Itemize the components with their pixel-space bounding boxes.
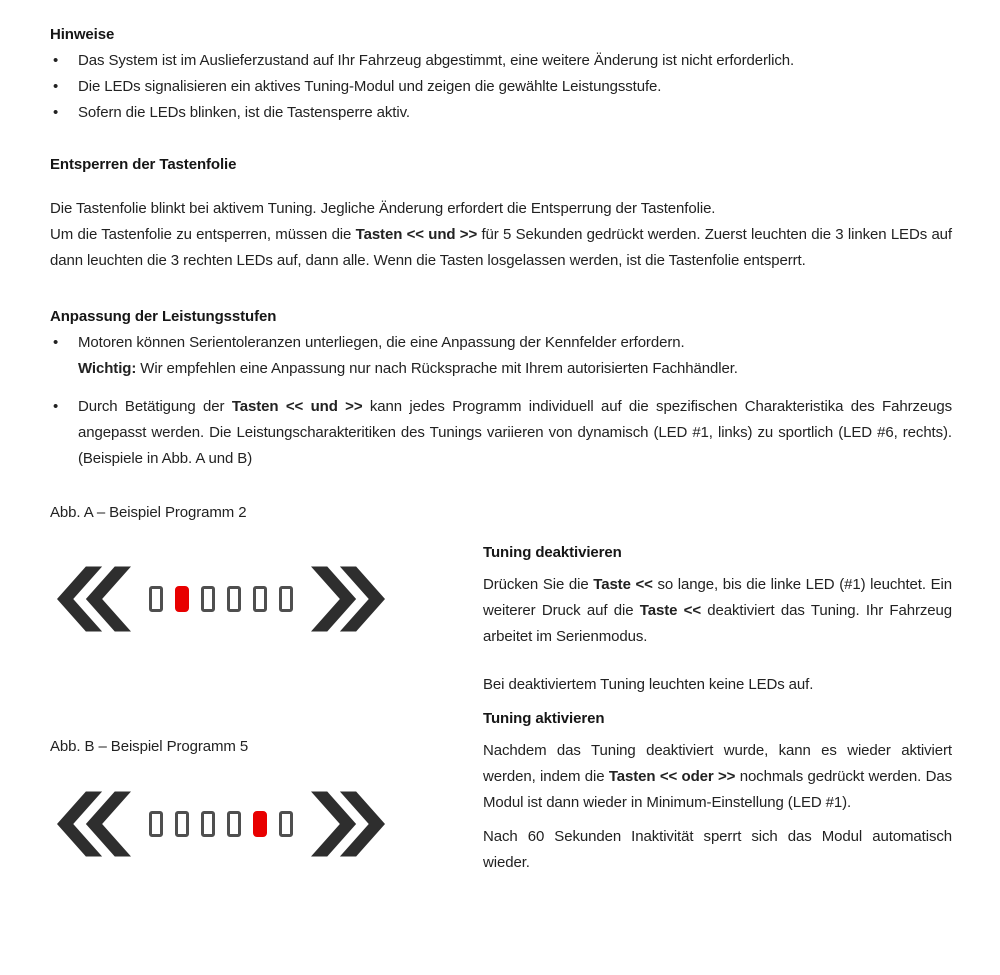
double-chevron-right-icon bbox=[311, 566, 385, 632]
led-inactive bbox=[279, 586, 293, 612]
text-run-bold: Taste << bbox=[593, 576, 653, 593]
aktivieren-note: Nach 60 Sekunden Inaktivität sperrt sich das Modul automatisch wieder. bbox=[483, 828, 952, 871]
led-inactive bbox=[253, 586, 267, 612]
led-inactive bbox=[201, 811, 215, 837]
hinweise-heading: Hinweise bbox=[50, 26, 115, 43]
anpassung-heading: Anpassung der Leistungsstufen bbox=[50, 308, 277, 325]
aktivieren-paragraph bbox=[483, 738, 952, 816]
text-run: Motoren können Serientoleranzen unterliegen, die eine Anpassung der Kennfelder erfordern. bbox=[78, 334, 685, 351]
text-run: nochmals gedrückt werden. Das Modul ist dann wieder in Minimum-Einstellung (LED #1). bbox=[483, 768, 952, 811]
bullet-item: • Sofern die LEDs blinken, ist die Tastensperre aktiv. bbox=[50, 100, 952, 126]
led-inactive bbox=[175, 811, 189, 837]
deaktivieren-paragraph bbox=[483, 572, 952, 650]
led-active bbox=[253, 811, 267, 837]
text-run-bold: Tasten << und >> bbox=[231, 398, 363, 415]
bullet-item: • Das System ist im Auslieferzustand auf Ihr Fahrzeug abgestimmt, eine weitere Änderung ist nicht erforderlich. bbox=[50, 48, 952, 74]
section-anpassung bbox=[50, 304, 952, 472]
text-run-bold: Taste << bbox=[639, 602, 701, 619]
entsperren-heading: Entsperren der Tastenfolie bbox=[50, 156, 237, 173]
figure-b-label: Abb. B – Beispiel Programm 5 bbox=[50, 738, 249, 755]
text-run: Durch Betätigung der bbox=[78, 398, 232, 415]
bullet-item bbox=[50, 330, 952, 382]
figures-column bbox=[50, 500, 483, 876]
led-inactive bbox=[227, 811, 241, 837]
text-run-bold: Tasten << und >> bbox=[355, 226, 478, 243]
bullet-item bbox=[50, 394, 952, 472]
led-inactive bbox=[227, 586, 241, 612]
text-run: deaktiviert das Tuning. Ihr Fahrzeug arbeitet im Serienmodus. bbox=[483, 602, 952, 645]
text-run: Um die Tastenfolie zu entsperren, müssen die bbox=[50, 226, 356, 243]
bullet-item: • Die LEDs signalisieren ein aktives Tuning-Modul und zeigen die gewählte Leistungsstufe. bbox=[50, 74, 952, 100]
anpassung-bullet-list bbox=[50, 330, 952, 472]
led-inactive bbox=[149, 811, 163, 837]
led-strip bbox=[149, 586, 293, 612]
deaktivieren-note: Bei deaktiviertem Tuning leuchten keine LEDs auf. bbox=[483, 676, 814, 693]
led-inactive bbox=[201, 586, 215, 612]
led-strip bbox=[149, 811, 293, 837]
figure-a-led-display bbox=[57, 566, 483, 632]
hinweise-bullet-list bbox=[50, 48, 952, 126]
figure-b-led-display bbox=[57, 791, 483, 857]
deaktivieren-heading: Tuning deaktivieren bbox=[483, 544, 622, 561]
text-run: für 5 Sekunden gedrückt werden. Zuerst leuchten die 3 linken LEDs auf dann leuchten die 3 rechten LEDs auf, dann alle. Wenn die Tasten losgelassen werden, ist die Tastenfolie entsperrt. bbox=[50, 226, 952, 269]
text-run: kann jedes Programm individuell auf die spezifischen Charakteristika des Fahrzeugs angepasst werden. Die Leistungscharakteritiken des Tunings variieren von dynamisch (LED #1, links) zu sportlich (LED #6, rechts).(Beispiele in Abb. A und B) bbox=[78, 398, 952, 467]
led-inactive bbox=[149, 586, 163, 612]
text-run: Drücken Sie die bbox=[483, 576, 594, 593]
instructions-column bbox=[483, 500, 952, 876]
double-chevron-left-icon bbox=[57, 791, 131, 857]
led-active bbox=[175, 586, 189, 612]
two-column-area bbox=[50, 500, 952, 876]
figure-a-label: Abb. A – Beispiel Programm 2 bbox=[50, 504, 247, 521]
double-chevron-left-icon bbox=[57, 566, 131, 632]
double-chevron-right-icon bbox=[311, 791, 385, 857]
aktivieren-heading: Tuning aktivieren bbox=[483, 710, 605, 727]
section-hinweise bbox=[50, 22, 952, 126]
text-run-bold: Wichtig: bbox=[78, 360, 137, 377]
entsperren-paragraph bbox=[50, 196, 952, 274]
text-run: Nachdem das Tuning deaktiviert wurde, kann es wieder aktiviert werden, indem die bbox=[483, 742, 952, 785]
led-inactive bbox=[279, 811, 293, 837]
text-run: Wir empfehlen eine Anpassung nur nach Rücksprache mit Ihrem autorisierten Fachhändler. bbox=[136, 360, 738, 377]
text-run: so lange, bis die linke LED (#1) leuchtet. Ein weiterer Druck auf die bbox=[483, 576, 952, 619]
text-run-bold: Tasten << oder >> bbox=[608, 768, 736, 785]
text-run: Die Tastenfolie blinkt bei aktivem Tuning. Jegliche Änderung erfordert die Entsperrung der Tastenfolie. bbox=[50, 200, 716, 217]
section-entsperren bbox=[50, 152, 952, 274]
